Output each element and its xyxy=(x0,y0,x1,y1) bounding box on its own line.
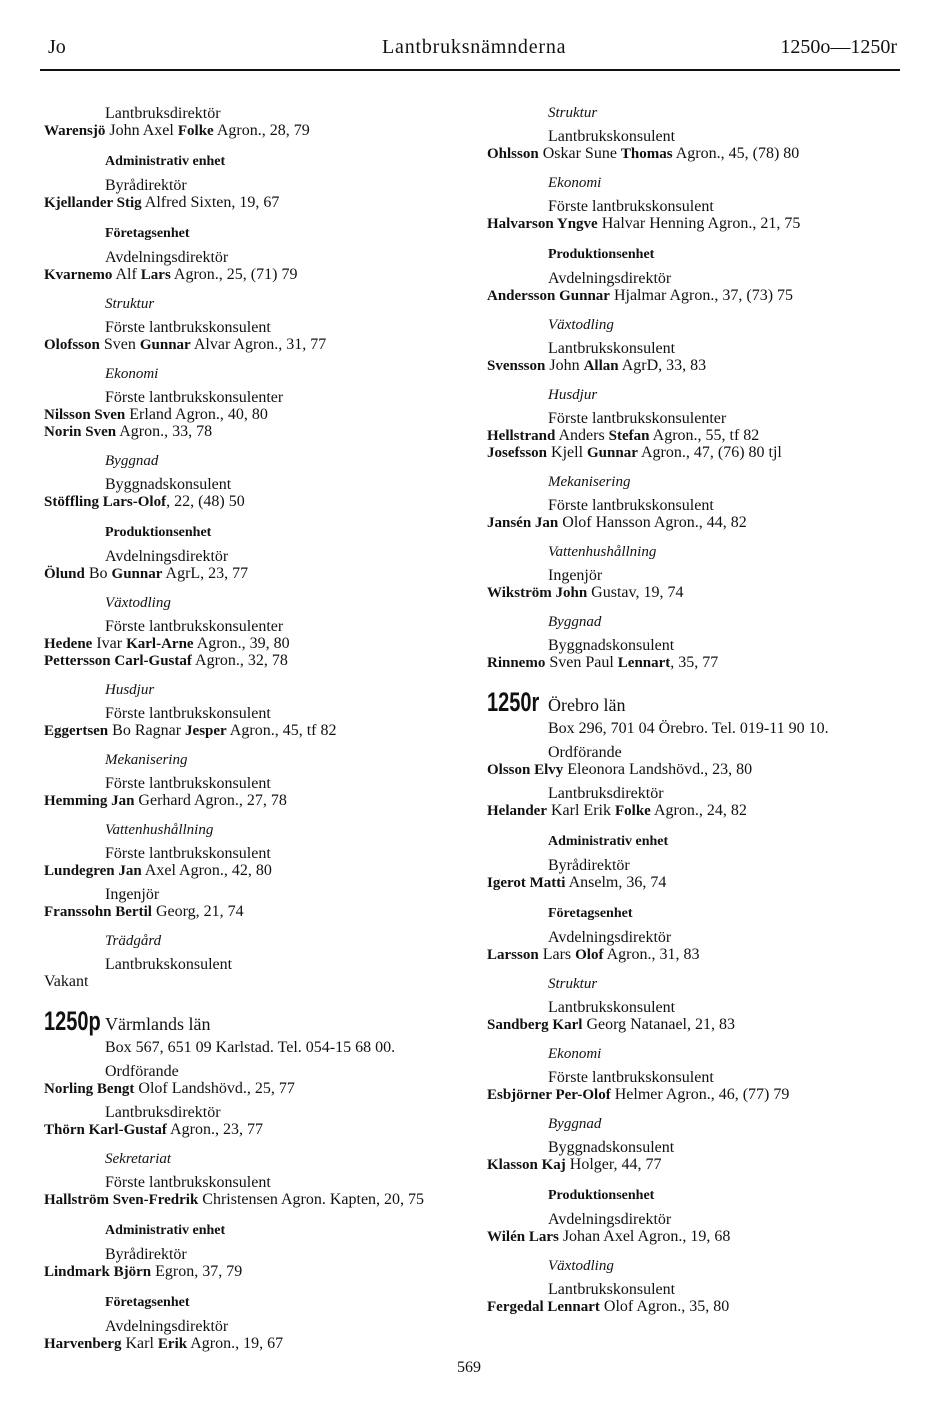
role-title: Avdelningsdirektör xyxy=(105,249,229,266)
role-title: Byggnadskonsulent xyxy=(548,637,675,654)
role-title: Avdelningsdirektör xyxy=(548,929,672,946)
role-title: Avdelningsdirektör xyxy=(105,1318,229,1335)
role-title: Förste lantbrukskonsulenter xyxy=(105,618,284,635)
person-entry xyxy=(487,874,932,891)
person-details: Agron., 32, 78 xyxy=(191,652,288,669)
person-name-bold: Olsson Elvy xyxy=(487,762,564,778)
region-title: Värmlands län xyxy=(105,1014,211,1034)
person-name-bold: Esbjörner Per-Olof xyxy=(487,1087,611,1103)
person-entry xyxy=(487,584,932,601)
person-details: Erland Agron., 40, 80 xyxy=(125,406,268,423)
person-name-bold: Wikström John xyxy=(487,585,588,601)
role-title: Lantbruksdirektör xyxy=(105,105,221,122)
person-entry xyxy=(487,145,932,162)
section-heading: Ekonomi xyxy=(548,1046,602,1062)
person-details: Karl Erik xyxy=(547,802,615,819)
section-heading: Struktur xyxy=(548,976,598,992)
address-line: Box 567, 651 09 Karlstad. Tel. 054-15 68 00. xyxy=(105,1039,396,1056)
region-number-text: 1250p xyxy=(44,1006,101,1036)
person-details: Lars xyxy=(538,946,576,963)
person-name-bold: Folke xyxy=(177,123,214,139)
person-details: Agron., 45, tf 82 xyxy=(226,722,337,739)
person-details: Georg, 21, 74 xyxy=(151,903,244,920)
person-details: Georg Natanael, 21, 83 xyxy=(582,1016,735,1033)
person-name-bold: Kvarnemo xyxy=(44,267,113,283)
person-name-bold: Gunnar xyxy=(111,566,163,582)
person-entry xyxy=(44,973,474,990)
address-line: Box 296, 701 04 Örebro. Tel. 019-11 90 10. xyxy=(548,720,829,737)
role-title: Lantbruksdirektör xyxy=(548,785,664,802)
person-name-bold: Stefan xyxy=(608,428,650,444)
person-entry xyxy=(44,722,474,739)
running-header-title: Lantbruksnämnderna xyxy=(382,36,567,58)
section-heading: Struktur xyxy=(105,296,155,312)
person-entry xyxy=(44,1121,474,1138)
person-name-bold: Hallström Sven-Fredrik xyxy=(44,1192,199,1208)
person-details: Agron., 19, 67 xyxy=(187,1335,284,1352)
person-details: Hjalmar Agron., 37, (73) 75 xyxy=(609,287,794,304)
person-entry xyxy=(487,1298,932,1315)
person-entry xyxy=(44,862,474,879)
person-entry xyxy=(487,357,932,374)
person-details: Holger, 44, 77 xyxy=(565,1156,662,1173)
person-name-bold: Eggertsen xyxy=(44,723,109,739)
person-details: Karl xyxy=(121,1335,158,1352)
person-entry xyxy=(487,1016,932,1033)
person-name-bold: Olofsson xyxy=(44,337,100,353)
person-details: Halvar Henning Agron., 21, 75 xyxy=(597,215,801,232)
person-details: Gerhard Agron., 27, 78 xyxy=(134,792,287,809)
person-details: Agron., 31, 83 xyxy=(603,946,700,963)
person-name-bold: Halvarson Yngve xyxy=(487,216,598,232)
section-heading: Mekanisering xyxy=(548,474,631,490)
role-title: Förste lantbrukskonsulent xyxy=(105,319,271,336)
person-details: Agron., 25, (71) 79 xyxy=(170,266,298,283)
person-details: Agron., 55, tf 82 xyxy=(649,427,760,444)
role-title: Byrådirektör xyxy=(105,1246,187,1263)
person-name-bold: Wilén Lars xyxy=(487,1229,559,1245)
person-details: Johan Axel Agron., 19, 68 xyxy=(558,1228,731,1245)
person-name-bold: Gunnar xyxy=(139,337,191,353)
person-name-bold: Ölund xyxy=(44,566,85,582)
person-entry xyxy=(44,493,474,510)
person-entry xyxy=(487,802,932,819)
person-entry xyxy=(487,1228,932,1245)
person-name-bold: Hellstrand xyxy=(487,428,556,444)
region-heading xyxy=(487,687,932,717)
person-details: AgrD, 33, 83 xyxy=(618,357,707,374)
person-entry xyxy=(487,654,932,671)
person-name-bold: Harvenberg xyxy=(44,1336,122,1352)
person-name-bold: Thomas xyxy=(620,146,673,162)
section-heading: Ekonomi xyxy=(105,366,159,382)
region-number xyxy=(44,1006,105,1038)
region-title: Örebro län xyxy=(548,695,626,715)
region-number-text: 1250r xyxy=(487,687,540,717)
region-number xyxy=(487,687,548,719)
person-details: Olof Hansson Agron., 44, 82 xyxy=(558,514,747,531)
person-name-bold: Lundegren Jan xyxy=(44,863,142,879)
role-title: Ordförande xyxy=(548,744,622,761)
section-heading: Mekanisering xyxy=(105,752,188,768)
role-title: Lantbruksdirektör xyxy=(105,1104,221,1121)
person-entry xyxy=(44,903,474,920)
role-title: Lantbrukskonsulent xyxy=(105,956,233,973)
unit-heading: Administrativ enhet xyxy=(105,1223,226,1238)
person-entry xyxy=(44,406,474,423)
person-details: Helmer Agron., 46, (77) 79 xyxy=(610,1086,790,1103)
person-entry xyxy=(487,1156,932,1173)
person-name-bold: Thörn Karl-Gustaf xyxy=(44,1122,167,1138)
person-details: Gustav, 19, 74 xyxy=(587,584,684,601)
role-title: Lantbrukskonsulent xyxy=(548,128,676,145)
person-details: Alf xyxy=(112,266,141,283)
section-heading: Växtodling xyxy=(548,317,614,333)
person-details: Anders xyxy=(555,427,609,444)
person-entry xyxy=(44,635,474,652)
unit-heading: Administrativ enhet xyxy=(105,154,226,169)
person-name-bold: Hemming Jan xyxy=(44,793,135,809)
role-title: Förste lantbrukskonsulent xyxy=(105,775,271,792)
region-heading xyxy=(44,1006,474,1036)
unit-heading: Företagsenhet xyxy=(105,226,190,241)
person-details: Olof Landshövd., 25, 77 xyxy=(134,1080,295,1097)
role-title: Avdelningsdirektör xyxy=(548,270,672,287)
person-details: Agron., 39, 80 xyxy=(193,635,290,652)
person-details: Axel Agron., 42, 80 xyxy=(141,862,272,879)
page-number: 569 xyxy=(457,1359,481,1376)
person-name-bold: Igerot Matti xyxy=(487,875,566,891)
person-details: Bo Ragnar xyxy=(108,722,186,739)
person-entry xyxy=(487,1086,932,1103)
person-name-bold: Svensson xyxy=(487,358,546,374)
person-name-bold: Josefsson xyxy=(487,445,548,461)
person-entry xyxy=(44,266,474,283)
person-entry xyxy=(487,287,932,304)
person-name-bold: Warensjö xyxy=(44,123,106,139)
person-details: Egron, 37, 79 xyxy=(151,1263,243,1280)
role-title: Byrådirektör xyxy=(548,857,630,874)
person-entry xyxy=(487,427,932,444)
unit-heading: Företagsenhet xyxy=(105,1295,190,1310)
section-heading: Trädgård xyxy=(105,933,162,949)
role-title: Förste lantbrukskonsulent xyxy=(105,845,271,862)
section-heading: Vattenhushållning xyxy=(105,822,214,838)
person-details: Sven Paul xyxy=(545,654,618,671)
role-title: Förste lantbrukskonsulent xyxy=(548,497,714,514)
left-column xyxy=(44,105,474,1352)
person-entry xyxy=(487,761,932,778)
person-entry xyxy=(487,946,932,963)
person-name-bold: Jansén Jan xyxy=(487,515,559,531)
person-entry xyxy=(44,423,474,440)
person-entry xyxy=(44,1335,474,1352)
person-entry xyxy=(487,444,932,461)
role-title: Förste lantbrukskonsulent xyxy=(548,1069,714,1086)
person-details: Bo xyxy=(84,565,112,582)
unit-heading: Företagsenhet xyxy=(548,906,633,921)
role-title: Lantbrukskonsulent xyxy=(548,340,676,357)
person-entry xyxy=(44,1191,474,1208)
role-title: Förste lantbrukskonsulent xyxy=(548,198,714,215)
person-entry xyxy=(487,215,932,232)
role-title: Förste lantbrukskonsulent xyxy=(105,1174,271,1191)
person-name-bold: Helander xyxy=(487,803,547,819)
person-name-bold: Norin Sven xyxy=(44,424,117,440)
unit-heading: Produktionsenhet xyxy=(548,247,655,262)
person-entry xyxy=(44,336,474,353)
person-name-bold: Fergedal Lennart xyxy=(487,1299,600,1315)
person-entry xyxy=(44,194,474,211)
person-name-bold: Hedene xyxy=(44,636,93,652)
person-details: Christensen Agron. Kapten, 20, 75 xyxy=(198,1191,425,1208)
role-title: Förste lantbrukskonsulent xyxy=(105,705,271,722)
role-title: Lantbrukskonsulent xyxy=(548,1281,676,1298)
role-title: Byrådirektör xyxy=(105,177,187,194)
person-name-bold: Karl-Arne xyxy=(126,636,194,652)
person-details: Olof Agron., 35, 80 xyxy=(599,1298,730,1315)
role-title: Avdelningsdirektör xyxy=(548,1211,672,1228)
person-details: Agron., 47, (76) 80 tjl xyxy=(637,444,782,461)
person-details: Anselm, 36, 74 xyxy=(565,874,667,891)
role-title: Förste lantbrukskonsulenter xyxy=(548,410,727,427)
section-heading: Växtodling xyxy=(105,595,171,611)
section-heading: Ekonomi xyxy=(548,175,602,191)
section-heading: Byggnad xyxy=(548,1116,602,1132)
right-column xyxy=(487,105,932,1315)
unit-heading: Administrativ enhet xyxy=(548,834,669,849)
person-details: , 35, 77 xyxy=(670,654,719,671)
person-details: Agron., 28, 79 xyxy=(213,122,310,139)
person-details: John xyxy=(545,357,584,374)
person-details: Vakant xyxy=(44,973,89,990)
person-name-bold: Olof xyxy=(575,947,604,963)
role-title: Lantbrukskonsulent xyxy=(548,999,676,1016)
section-heading: Växtodling xyxy=(548,1258,614,1274)
role-title: Avdelningsdirektör xyxy=(105,548,229,565)
person-name-bold: Stöffling Lars-Olof xyxy=(44,494,167,510)
person-details: John Axel xyxy=(105,122,178,139)
person-name-bold: Andersson Gunnar xyxy=(487,288,610,304)
person-details: Ivar xyxy=(92,635,127,652)
running-header-range: 1250o—1250r xyxy=(780,36,897,58)
person-name-bold: Ohlsson xyxy=(487,146,539,162)
person-details: Kjell xyxy=(547,444,588,461)
section-heading: Struktur xyxy=(548,105,598,121)
person-entry xyxy=(44,1080,474,1097)
person-entry xyxy=(44,652,474,669)
section-heading: Byggnad xyxy=(548,614,602,630)
person-details: AgrL, 23, 77 xyxy=(162,565,249,582)
role-title: Ingenjör xyxy=(105,886,160,903)
person-name-bold: Gunnar xyxy=(587,445,638,461)
person-name-bold: Allan xyxy=(583,358,619,374)
person-entry xyxy=(44,1263,474,1280)
unit-heading: Produktionsenhet xyxy=(105,525,212,540)
person-name-bold: Rinnemo xyxy=(487,655,546,671)
person-name-bold: Sandberg Karl xyxy=(487,1017,583,1033)
section-heading: Husdjur xyxy=(105,682,155,698)
person-details: Alfred Sixten, 19, 67 xyxy=(141,194,280,211)
person-name-bold: Larsson xyxy=(487,947,539,963)
role-title: Förste lantbrukskonsulenter xyxy=(105,389,284,406)
role-title: Byggnadskonsulent xyxy=(105,476,232,493)
section-heading: Vattenhushållning xyxy=(548,544,657,560)
person-name-bold: Folke xyxy=(614,803,651,819)
person-details: Agron., 24, 82 xyxy=(650,802,747,819)
person-name-bold: Jesper xyxy=(185,723,227,739)
person-details: Agron., 33, 78 xyxy=(116,423,213,440)
unit-heading: Produktionsenhet xyxy=(548,1188,655,1203)
section-heading: Husdjur xyxy=(548,387,598,403)
person-name-bold: Pettersson Carl-Gustaf xyxy=(44,653,192,669)
header-rule xyxy=(40,69,900,71)
person-name-bold: Kjellander Stig xyxy=(44,195,142,211)
person-name-bold: Norling Bengt xyxy=(44,1081,135,1097)
person-name-bold: Klasson Kaj xyxy=(487,1157,566,1173)
section-heading: Byggnad xyxy=(105,453,159,469)
person-entry xyxy=(44,565,474,582)
person-name-bold: Franssohn Bertil xyxy=(44,904,152,920)
section-heading: Sekretariat xyxy=(105,1151,172,1167)
role-title: Ingenjör xyxy=(548,567,603,584)
person-name-bold: Lennart xyxy=(617,655,671,671)
person-name-bold: Lindmark Björn xyxy=(44,1264,152,1280)
person-details: , 22, (48) 50 xyxy=(166,493,245,510)
person-name-bold: Lars xyxy=(140,267,171,283)
person-entry xyxy=(44,792,474,809)
person-details: Agron., 23, 77 xyxy=(166,1121,263,1138)
person-details: Alvar Agron., 31, 77 xyxy=(190,336,327,353)
person-details: Sven xyxy=(99,336,140,353)
person-name-bold: Nilsson Sven xyxy=(44,407,126,423)
person-details: Eleonora Landshövd., 23, 80 xyxy=(563,761,753,778)
person-details: Oskar Sune xyxy=(538,145,621,162)
person-name-bold: Erik xyxy=(157,1336,188,1352)
running-header-left: Jo xyxy=(48,36,66,58)
person-entry xyxy=(487,514,932,531)
role-title: Byggnadskonsulent xyxy=(548,1139,675,1156)
person-entry xyxy=(44,122,474,139)
role-title: Ordförande xyxy=(105,1063,179,1080)
person-details: Agron., 45, (78) 80 xyxy=(672,145,800,162)
